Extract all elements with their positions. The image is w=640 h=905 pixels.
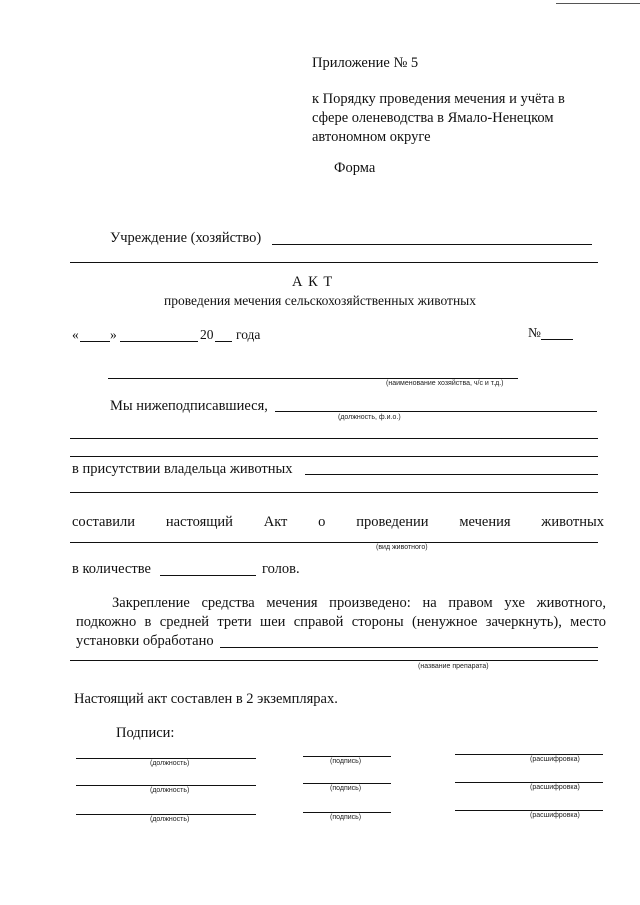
act-title: А К Т	[292, 274, 334, 290]
drug-name-caption: (название препарата)	[418, 663, 489, 670]
decoding-caption: (расшифровка)	[530, 812, 580, 819]
position-caption: (должность)	[150, 760, 190, 767]
scan-edge-mark	[556, 3, 640, 4]
animal-type-caption: (вид животного)	[376, 544, 428, 551]
decoding-caption: (расшифровка)	[530, 784, 580, 791]
signature-caption: (подпись)	[330, 814, 362, 821]
decoding-caption: (расшифровка)	[530, 756, 580, 763]
position-sign-line[interactable]	[76, 758, 256, 759]
appendix-number: Приложение № 5	[312, 55, 419, 71]
compiled-word: настоящий	[165, 514, 233, 530]
institution-line[interactable]	[272, 244, 592, 245]
month-field[interactable]	[120, 341, 198, 342]
farm-name-line[interactable]	[108, 378, 518, 379]
signature-line[interactable]	[303, 783, 391, 784]
purpose-line-3: автономном округе	[312, 129, 431, 145]
position-caption: (должность)	[150, 816, 190, 823]
heads-label: голов.	[262, 561, 300, 577]
farm-name-caption: (наименование хозяйства, ч/с и т.д.)	[386, 380, 504, 387]
undersigned-line-2[interactable]	[70, 438, 598, 439]
presence-line-2[interactable]	[70, 492, 598, 493]
copies-statement: Настоящий акт составлен в 2 экземплярах.	[74, 691, 338, 707]
date-close-quote: »	[110, 327, 117, 342]
quantity-label: в количестве	[72, 561, 151, 577]
act-number-field[interactable]	[541, 339, 573, 340]
day-field[interactable]	[80, 341, 110, 342]
compiled-row	[72, 514, 604, 531]
position-name-caption: (должность, ф.и.о.)	[338, 414, 401, 421]
undersigned-line-3[interactable]	[70, 456, 598, 457]
signature-line[interactable]	[303, 812, 391, 813]
undersigned-line[interactable]	[275, 411, 597, 412]
purpose-line-1: к Порядку проведения мечения и учёта в	[312, 91, 565, 107]
drug-name-line[interactable]	[70, 660, 598, 661]
year-suffix: года	[236, 327, 261, 342]
undersigned-label: Мы нижеподписавшиеся,	[110, 398, 268, 414]
quantity-field[interactable]	[160, 575, 256, 576]
position-sign-line[interactable]	[76, 785, 256, 786]
treatment-line[interactable]	[220, 647, 598, 648]
decoding-line[interactable]	[455, 754, 603, 755]
decoding-line[interactable]	[455, 810, 603, 811]
institution-line-2[interactable]	[70, 262, 598, 263]
presence-label: в присутствии владельца животных	[72, 461, 293, 477]
signatures-label: Подписи:	[116, 725, 175, 741]
compiled-word: составили	[72, 514, 136, 530]
compiled-word: мечения	[459, 514, 511, 530]
position-sign-line[interactable]	[76, 814, 256, 815]
purpose-line-2: сфере оленеводства в Ямало-Ненецком	[312, 110, 554, 126]
number-sign: №	[528, 325, 541, 340]
date-open-quote: «	[72, 327, 79, 342]
fixing-line-1: Закрепление средства мечения произведено: на правом ухе животного,	[112, 595, 606, 611]
year-field[interactable]	[215, 341, 232, 342]
position-caption: (должность)	[150, 787, 190, 794]
signature-line[interactable]	[303, 756, 391, 757]
institution-label: Учреждение (хозяйство)	[110, 230, 262, 246]
act-subtitle: проведения мечения сельскохозяйственных животных	[164, 293, 476, 308]
form-label: Форма	[334, 160, 376, 176]
signature-caption: (подпись)	[330, 758, 362, 765]
compiled-word: животных	[541, 514, 604, 530]
fixing-line-2: подкожно в средней трети шеи справой стороны (ненужное зачеркнуть), место	[76, 614, 606, 630]
presence-line[interactable]	[305, 474, 598, 475]
signature-caption: (подпись)	[330, 785, 362, 792]
fixing-line-3: установки обработано	[76, 633, 214, 649]
year-prefix: 20	[200, 327, 214, 342]
compiled-word: о	[318, 514, 326, 530]
decoding-line[interactable]	[455, 782, 603, 783]
compiled-word: Акт	[263, 514, 288, 530]
compiled-word: проведении	[356, 514, 429, 530]
animal-type-line[interactable]	[70, 542, 598, 543]
